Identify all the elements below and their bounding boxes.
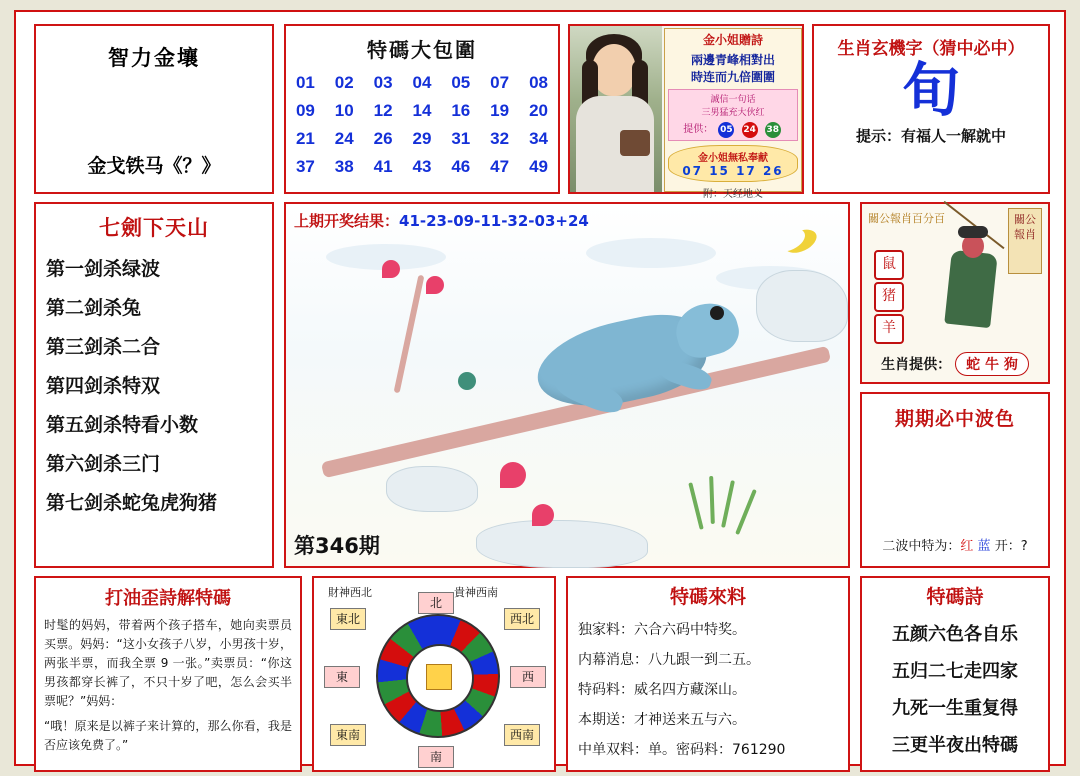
- issue-number: 第346期: [294, 534, 380, 558]
- pink-num: 38: [765, 122, 781, 138]
- list-item: 特码料：威名四方藏深山。: [578, 682, 746, 698]
- baowei-num: 47: [490, 157, 510, 176]
- wheel-center: [426, 664, 452, 690]
- direction-box-east: 東: [324, 666, 360, 688]
- bose-red: 红: [960, 539, 974, 554]
- bose-open: 开：?: [994, 539, 1028, 554]
- direction-box-west: 西: [510, 666, 546, 688]
- zhili-bottom-text: 金戈铁马《？》: [87, 155, 221, 177]
- bose-foot-label: 二波中特为：: [882, 539, 961, 554]
- direction-box-southwest: 西南: [504, 724, 540, 746]
- hat-shape: [958, 226, 988, 238]
- zodiac-box: 鼠: [874, 250, 904, 280]
- table-row: [286, 97, 558, 125]
- list-item: 内幕消息：八九跟一到二五。: [578, 652, 760, 668]
- last-draw-result: [294, 210, 589, 231]
- page-inner: [14, 10, 1066, 766]
- baowei-num: 49: [529, 157, 548, 176]
- direction-box-northwest: 西北: [504, 608, 540, 630]
- panel-shengxiao-xuanjizi: [812, 24, 1050, 194]
- teshi-title: 特碼詩: [926, 586, 984, 608]
- direction-box-southeast: 東南: [330, 724, 366, 746]
- jinxiaojie-line1: 兩邊青峰相對出: [690, 53, 775, 67]
- lailiao-title: 特碼來料: [669, 586, 746, 608]
- pink-num: 24: [742, 122, 758, 138]
- baowei-num: 41: [373, 157, 393, 176]
- jinxiaojie-title: 金小姐贈詩: [702, 33, 763, 47]
- baowei-num: 34: [529, 129, 548, 148]
- direction-box-northeast: 東北: [330, 608, 366, 630]
- baowei-num: 21: [295, 129, 315, 148]
- baowei-num: 04: [412, 73, 432, 92]
- table-row: [286, 153, 558, 181]
- baowei-num: 08: [529, 73, 548, 92]
- jinxiaojie-pink-box: [668, 89, 798, 141]
- qijian-title: 七劍下天山: [99, 216, 209, 240]
- baowei-number-table: [286, 69, 558, 181]
- jinxiaojie-poem: [664, 28, 802, 200]
- fangwei-title-left: 財神西北: [328, 586, 372, 599]
- jinxiaojie-yellow-box: [668, 145, 798, 182]
- baowei-num: 26: [373, 129, 393, 148]
- baowei-num: 31: [451, 129, 471, 148]
- jinxiaojie-line2: 時连而九倍圍圍: [690, 70, 775, 84]
- list-item: 五颜六色各自乐: [892, 624, 1018, 645]
- baowei-title: 特碼大包圍: [367, 38, 477, 62]
- last-draw-label: 上期开奖结果：: [294, 212, 400, 230]
- zodiac-box: 羊: [874, 314, 904, 344]
- rock-shape: [386, 466, 478, 512]
- guangong-footer: [862, 352, 1048, 376]
- panel-qiqi-bizhong-bose: [860, 392, 1050, 568]
- pink-line1: 誠信一句话: [710, 95, 756, 105]
- frog-eye-shape: [710, 306, 724, 320]
- zodiac-box: 猪: [874, 282, 904, 312]
- panel-guangong-baoxiao: [860, 202, 1050, 384]
- baowei-num: 20: [529, 101, 548, 120]
- rock-shape: [476, 520, 648, 568]
- flower-shape: [382, 260, 400, 278]
- xuanji-tip: 提示：有福人一解就中: [855, 127, 1006, 145]
- lady-photo: [570, 26, 662, 192]
- list-item: 第四剑杀特双: [46, 375, 161, 397]
- flower-shape: [532, 504, 554, 526]
- direction-box-south: 南: [418, 746, 454, 768]
- baowei-num: 12: [373, 101, 393, 120]
- baowei-num: 32: [490, 129, 510, 148]
- baowei-num: 29: [412, 129, 432, 148]
- guangong-figure: [940, 226, 1010, 336]
- yellow-title: 金小姐無私奉献: [698, 153, 768, 164]
- panel-zhili-jinrang: [34, 24, 274, 194]
- flower-shape: [426, 276, 444, 294]
- panel-illustration: [284, 202, 850, 568]
- baowei-num: 16: [451, 101, 471, 120]
- list-item: 第二剑杀兔: [46, 297, 142, 319]
- yellow-numbers: 07 15 17 26: [682, 164, 784, 178]
- list-item: 第三剑杀二合: [46, 336, 161, 358]
- xuanji-character: 旬: [901, 56, 960, 124]
- fangwei-title-right: 貴神西南: [454, 586, 498, 599]
- table-row: [286, 69, 558, 97]
- direction-box-north: 北: [418, 592, 454, 614]
- list-item: 第五剑杀特看小数: [46, 414, 199, 436]
- panel-jinxiaojie: [568, 24, 804, 200]
- bose-title: 期期必中波色: [894, 408, 1015, 430]
- guangong-foot-value: 蛇 牛 狗: [955, 352, 1029, 376]
- list-item: 五归二七走四家: [892, 661, 1018, 682]
- last-draw-numbers: 41-23-09-11-32-03+24: [399, 212, 589, 230]
- list-item: 独家料：六合六码中特奖。: [578, 622, 746, 638]
- guangong-scroll-label: 關公報肖: [1008, 208, 1042, 274]
- bose-blue: 蓝: [977, 539, 991, 554]
- guangong-title: 關公報肖百分百: [868, 212, 945, 225]
- baowei-num: 09: [295, 101, 315, 120]
- dayou-paragraph: 时髦的妈妈，带着两个孩子搭车，她向卖票员买票。妈妈：“这小女孩子八岁，小男孩十岁，两张半票，而我全票 9 一张。”卖票员：“你这男孩都穿长裤了，不只十岁了吧，怎么会买半票呢？”妈妈：: [44, 618, 292, 708]
- dayou-paragraph: “哦！原来是以裤子来计算的，那么你看，我是否应该免费了。”: [44, 719, 292, 752]
- panel-caishen-fangwei: [312, 576, 556, 772]
- list-item: 第七剑杀蛇兔虎狗猪: [46, 492, 218, 514]
- baowei-num: 46: [451, 157, 471, 176]
- flower-shape: [500, 462, 526, 488]
- baowei-num: 14: [412, 101, 432, 120]
- panel-qijian-xiatianshan: [34, 202, 274, 568]
- guangong-foot-label: 生肖提供：: [881, 357, 952, 373]
- panel-tema-lailiao: [566, 576, 850, 772]
- fangwei-wheel: [376, 614, 500, 738]
- xuanji-title: 生肖玄機字（猜中必中）: [837, 39, 1025, 59]
- baowei-num: 10: [334, 101, 354, 120]
- pink-num: 05: [718, 122, 734, 138]
- bose-footer: [862, 535, 1048, 554]
- baowei-num: 01: [295, 73, 315, 92]
- baowei-num: 38: [334, 157, 354, 176]
- cloud-shape: [586, 238, 716, 268]
- list-item: 第六剑杀三门: [46, 453, 161, 475]
- dayou-title: 打油歪詩解特碼: [105, 588, 231, 609]
- panel-tema-dabaowei: [284, 24, 560, 194]
- pink-provide-label: 提供：: [683, 124, 714, 135]
- zhili-title: 智力金壤: [108, 46, 200, 70]
- list-item: 九死一生重复得: [892, 698, 1018, 719]
- baowei-num: 24: [334, 129, 354, 148]
- list-item: 第一剑杀绿波: [46, 258, 161, 280]
- baowei-num: 43: [412, 157, 432, 176]
- rock-shape: [756, 270, 848, 342]
- panel-dayou-waishi: [34, 576, 302, 772]
- spider-shape: [458, 372, 476, 390]
- baowei-num: 03: [373, 73, 393, 92]
- baowei-num: 07: [490, 73, 510, 92]
- bag-shape: [620, 130, 650, 156]
- face-shape: [592, 44, 636, 96]
- baowei-num: 02: [334, 73, 354, 92]
- baowei-num: 19: [490, 101, 510, 120]
- list-item: 中单双料：单。密码料：761290: [578, 742, 786, 758]
- baowei-num: 05: [451, 73, 471, 92]
- table-row: [286, 125, 558, 153]
- jinxiaojie-foot: 附：天经地义: [703, 189, 763, 200]
- baowei-num: 37: [295, 157, 315, 176]
- panel-tema-shi: [860, 576, 1050, 772]
- robe-shape: [944, 250, 997, 328]
- pink-numbers: [671, 120, 795, 138]
- pink-line2: 三男猛充大伙红: [701, 108, 765, 118]
- list-item: 本期送：才神送来五与六。: [578, 712, 746, 728]
- list-item: 三更半夜出特碼: [892, 735, 1018, 756]
